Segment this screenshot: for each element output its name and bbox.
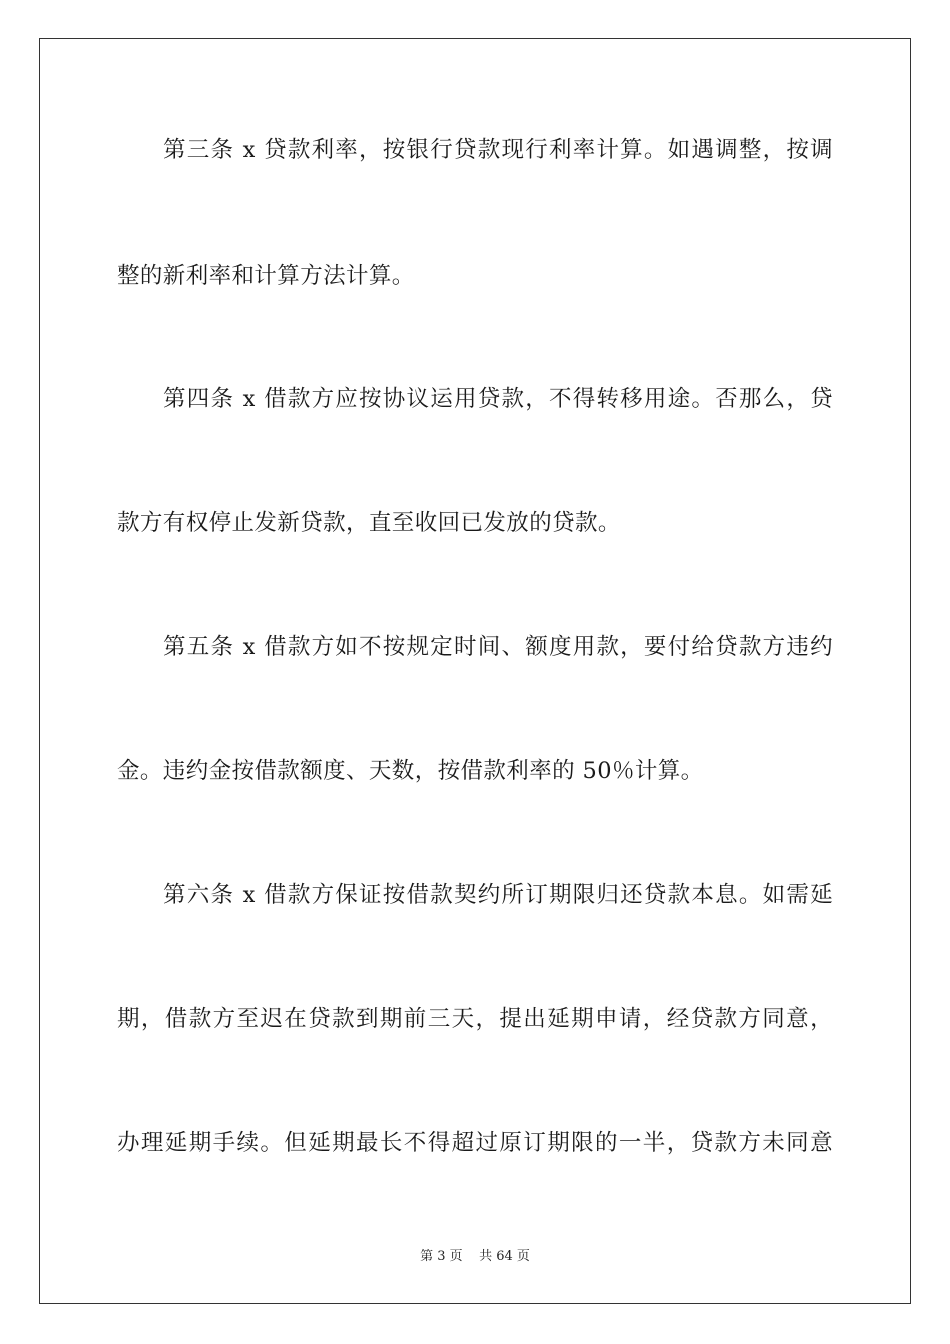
page-number-footer: 第 3 页 共 64 页 xyxy=(420,1249,530,1264)
paragraph-line: 第六条 x 借款方保证按借款契约所订期限归还贷款本息。如需延 xyxy=(163,882,833,908)
paragraph-line: 整的新利率和计算方法计算。 xyxy=(117,263,415,289)
paragraph-line: 办理延期手续。但延期最长不得超过原订期限的一半，贷款方未同意 xyxy=(117,1130,833,1156)
paragraph-line: 第三条 x 贷款利率，按银行贷款现行利率计算。如遇调整，按调 xyxy=(163,137,833,163)
paragraph-line: 第五条 x 借款方如不按规定时间、额度用款，要付给贷款方违约 xyxy=(163,634,833,660)
paragraph-line: 金。违约金按借款额度、天数，按借款利率的 50％计算。 xyxy=(117,758,704,784)
page-border xyxy=(39,38,911,1304)
paragraph-line: 期，借款方至迟在贷款到期前三天，提出延期申请，经贷款方同意， xyxy=(117,1006,833,1032)
paragraph-line: 款方有权停止发新贷款，直至收回已发放的贷款。 xyxy=(117,510,621,536)
paragraph-line: 第四条 x 借款方应按协议运用贷款，不得转移用途。否那么，贷 xyxy=(163,386,833,412)
